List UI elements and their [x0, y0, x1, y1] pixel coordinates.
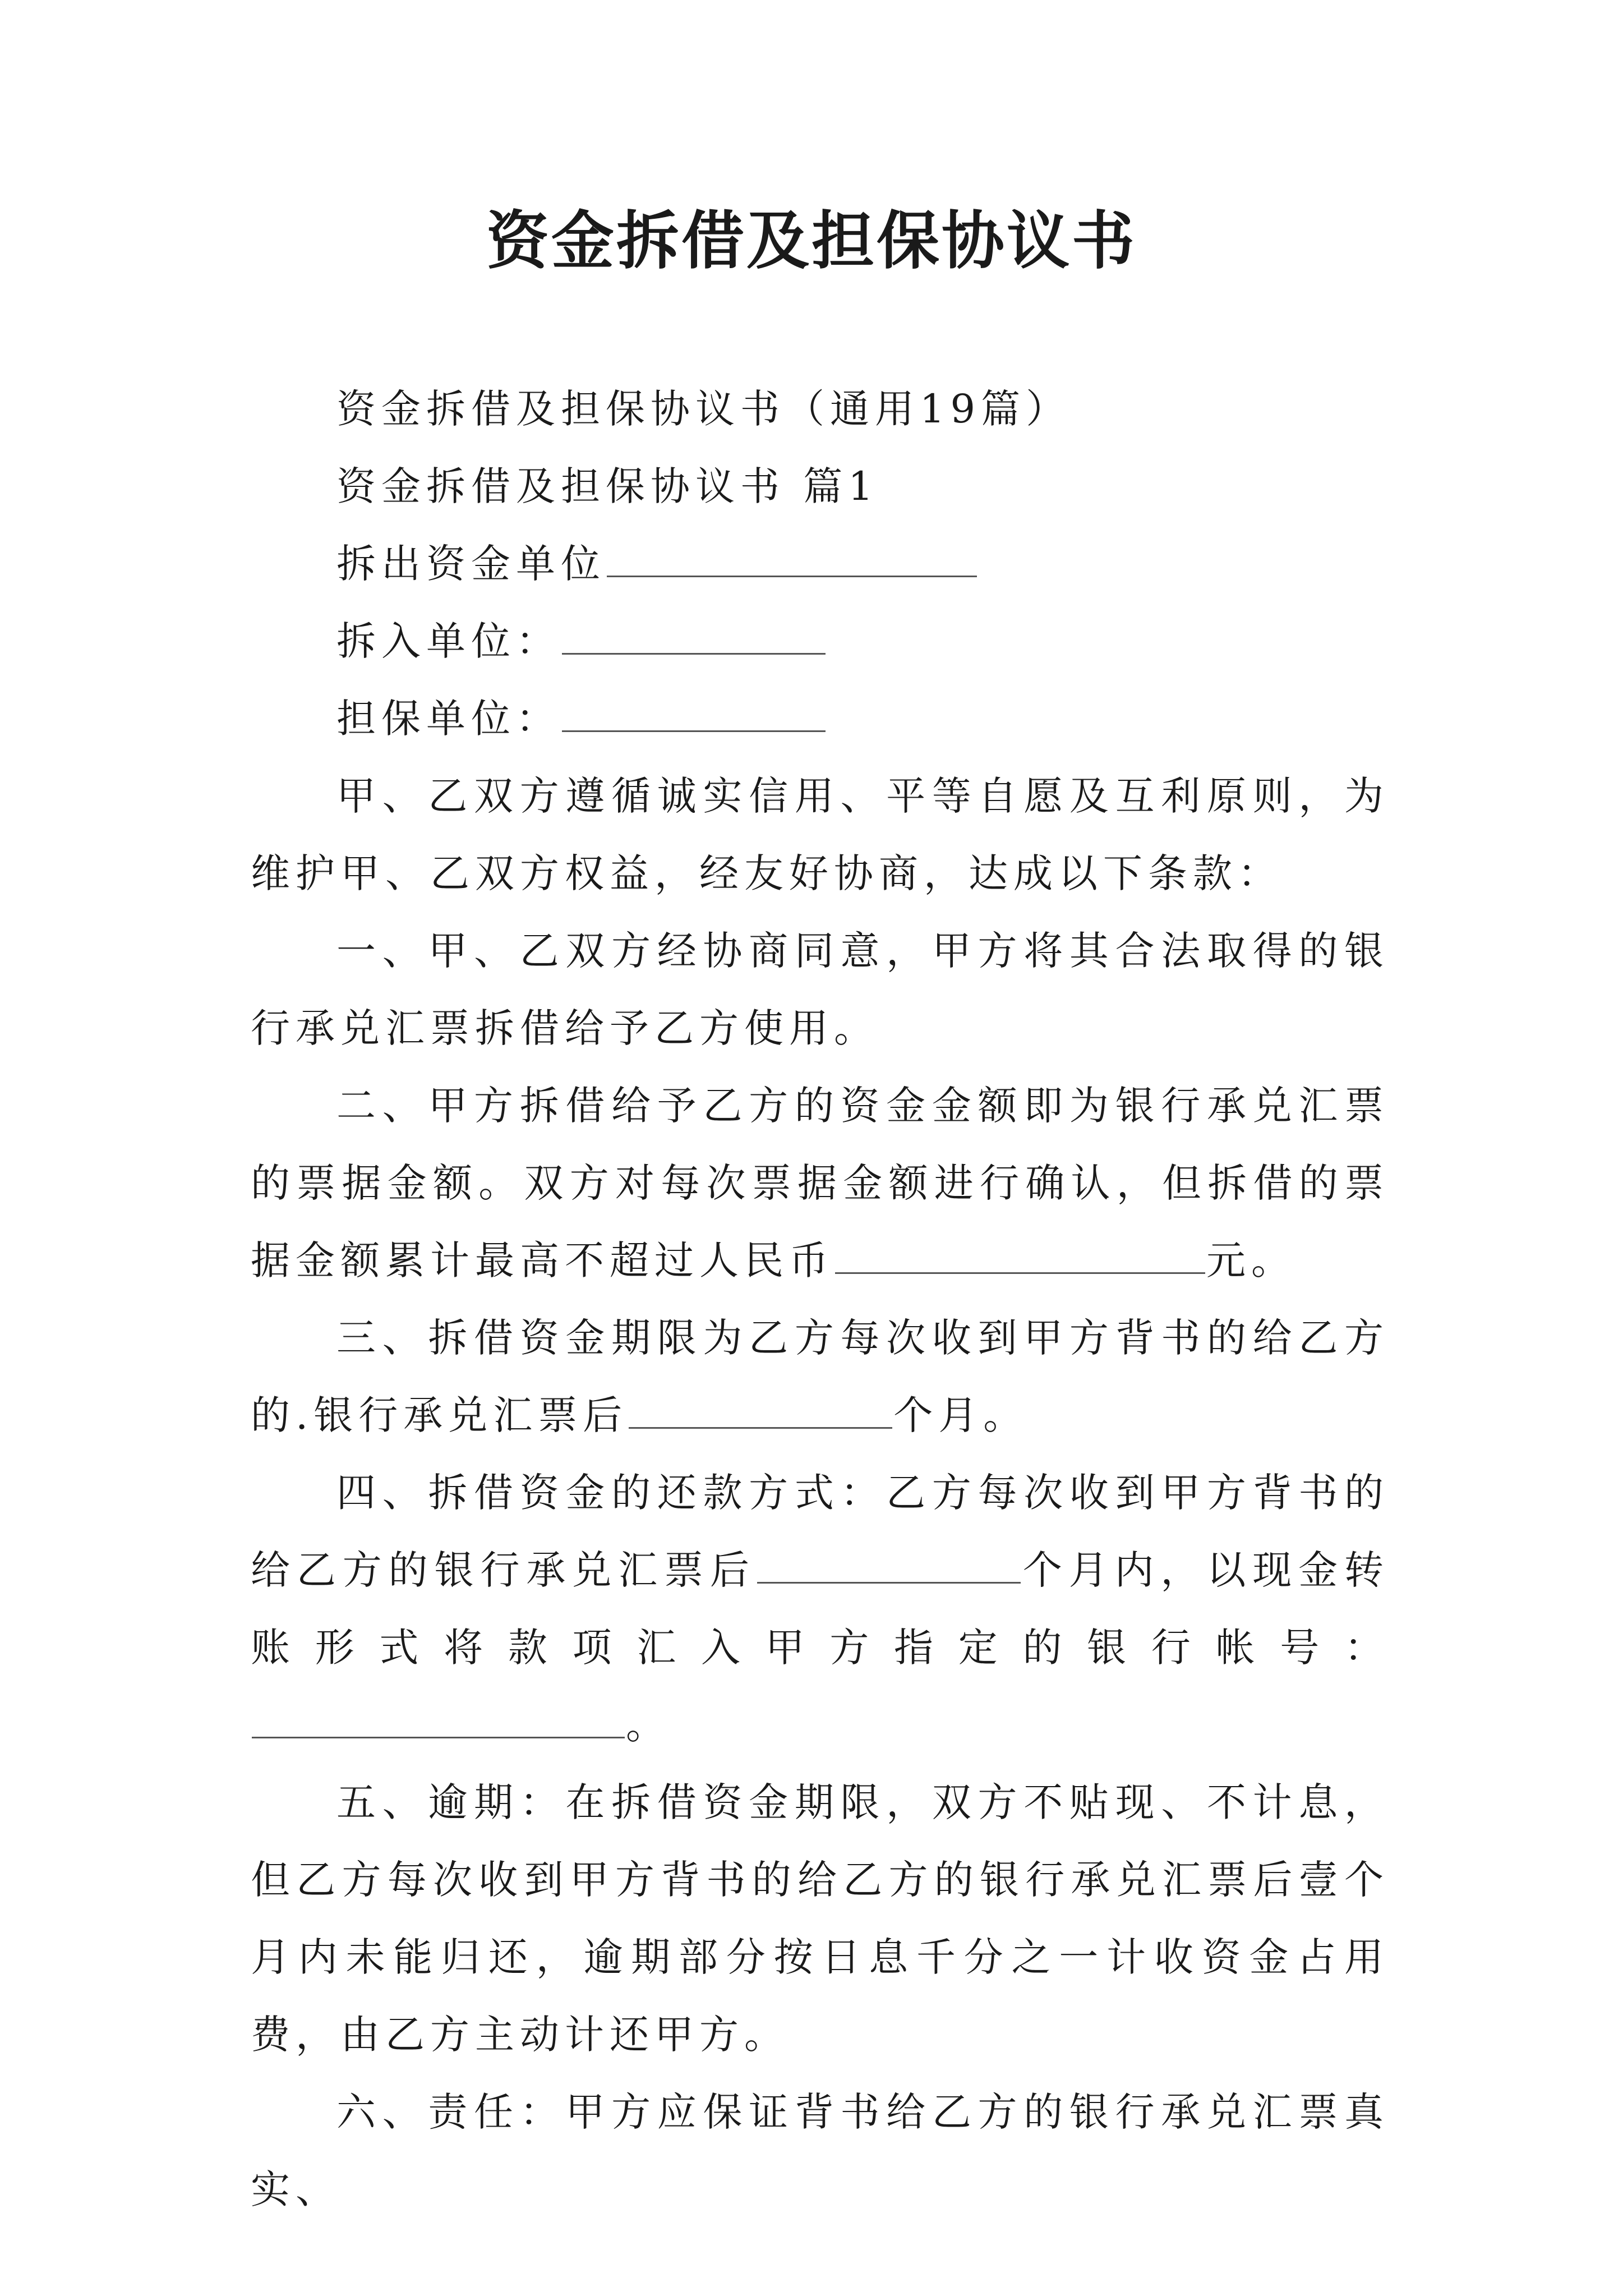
section-heading: 资金拆借及担保协议书 篇1	[336, 463, 879, 509]
term-months-blank	[629, 1392, 892, 1429]
lender-label: 拆出资金单位	[336, 541, 606, 587]
clause-4-middle: 个月内，以现金转账形式将款项汇入甲方指定的银行帐号：	[251, 1547, 1390, 1671]
borrower-blank	[562, 618, 826, 655]
clause-4-text: 四、拆借资金的还款方式：乙方每次收到甲方背书的给乙方的银行承兑汇票后	[251, 1470, 1389, 1593]
clause-4-suffix: 。	[626, 1702, 671, 1748]
clause-2-suffix: 元。	[1206, 1237, 1296, 1283]
clause-3-suffix: 个月。	[893, 1392, 1029, 1438]
amount-blank	[835, 1237, 1205, 1274]
borrower-label: 拆入单位：	[336, 618, 561, 664]
preamble-paragraph: 甲、乙双方遵循诚实信用、平等自愿及互利原则，为维护甲、乙双方权益，经友好协商，达成以下条款：	[251, 773, 1389, 896]
subtitle: 资金拆借及担保协议书（通用19篇）	[336, 386, 1071, 432]
clause-3-text: 三、拆借资金期限为乙方每次收到甲方背书的给乙方的.银行承兑汇票后	[251, 1315, 1389, 1438]
guarantor-label: 担保单位：	[336, 696, 561, 742]
clause-1-paragraph: 一、甲、乙双方经协商同意，甲方将其合法取得的银行承兑汇票拆借给予乙方使用。	[251, 928, 1389, 1051]
borrower-field	[251, 602, 1389, 680]
clause-2-paragraph	[251, 1067, 1389, 1299]
clause-4-paragraph	[251, 1454, 1389, 1764]
guarantor-field	[251, 680, 1389, 757]
clause-6-paragraph: 六、责任：甲方应保证背书给乙方的银行承兑汇票真实、	[251, 2089, 1389, 2212]
lender-field	[251, 525, 1389, 602]
clause-5-paragraph: 五、逾期：在拆借资金期限，双方不贴现、不计息，但乙方每次收到甲方背书的给乙方的银行承兑汇票后壹个月内未能归还，逾期部分按日息千分之一计收资金占用费，由乙方主动计还甲方。	[251, 1779, 1389, 2058]
bank-account-blank	[252, 1702, 625, 1738]
clause-3-paragraph	[251, 1299, 1389, 1454]
clause-2-text: 二、甲方拆借给予乙方的资金金额即为银行承兑汇票的票据金额。双方对每次票据金额进行确认，但拆借的票据金额累计最高不超过人民币	[251, 1083, 1389, 1283]
repay-months-blank	[757, 1547, 1021, 1584]
document-title: 资金拆借及担保协议书	[486, 204, 1137, 278]
lender-blank	[607, 541, 977, 577]
document-body	[251, 370, 1389, 2228]
guarantor-blank	[562, 696, 826, 732]
